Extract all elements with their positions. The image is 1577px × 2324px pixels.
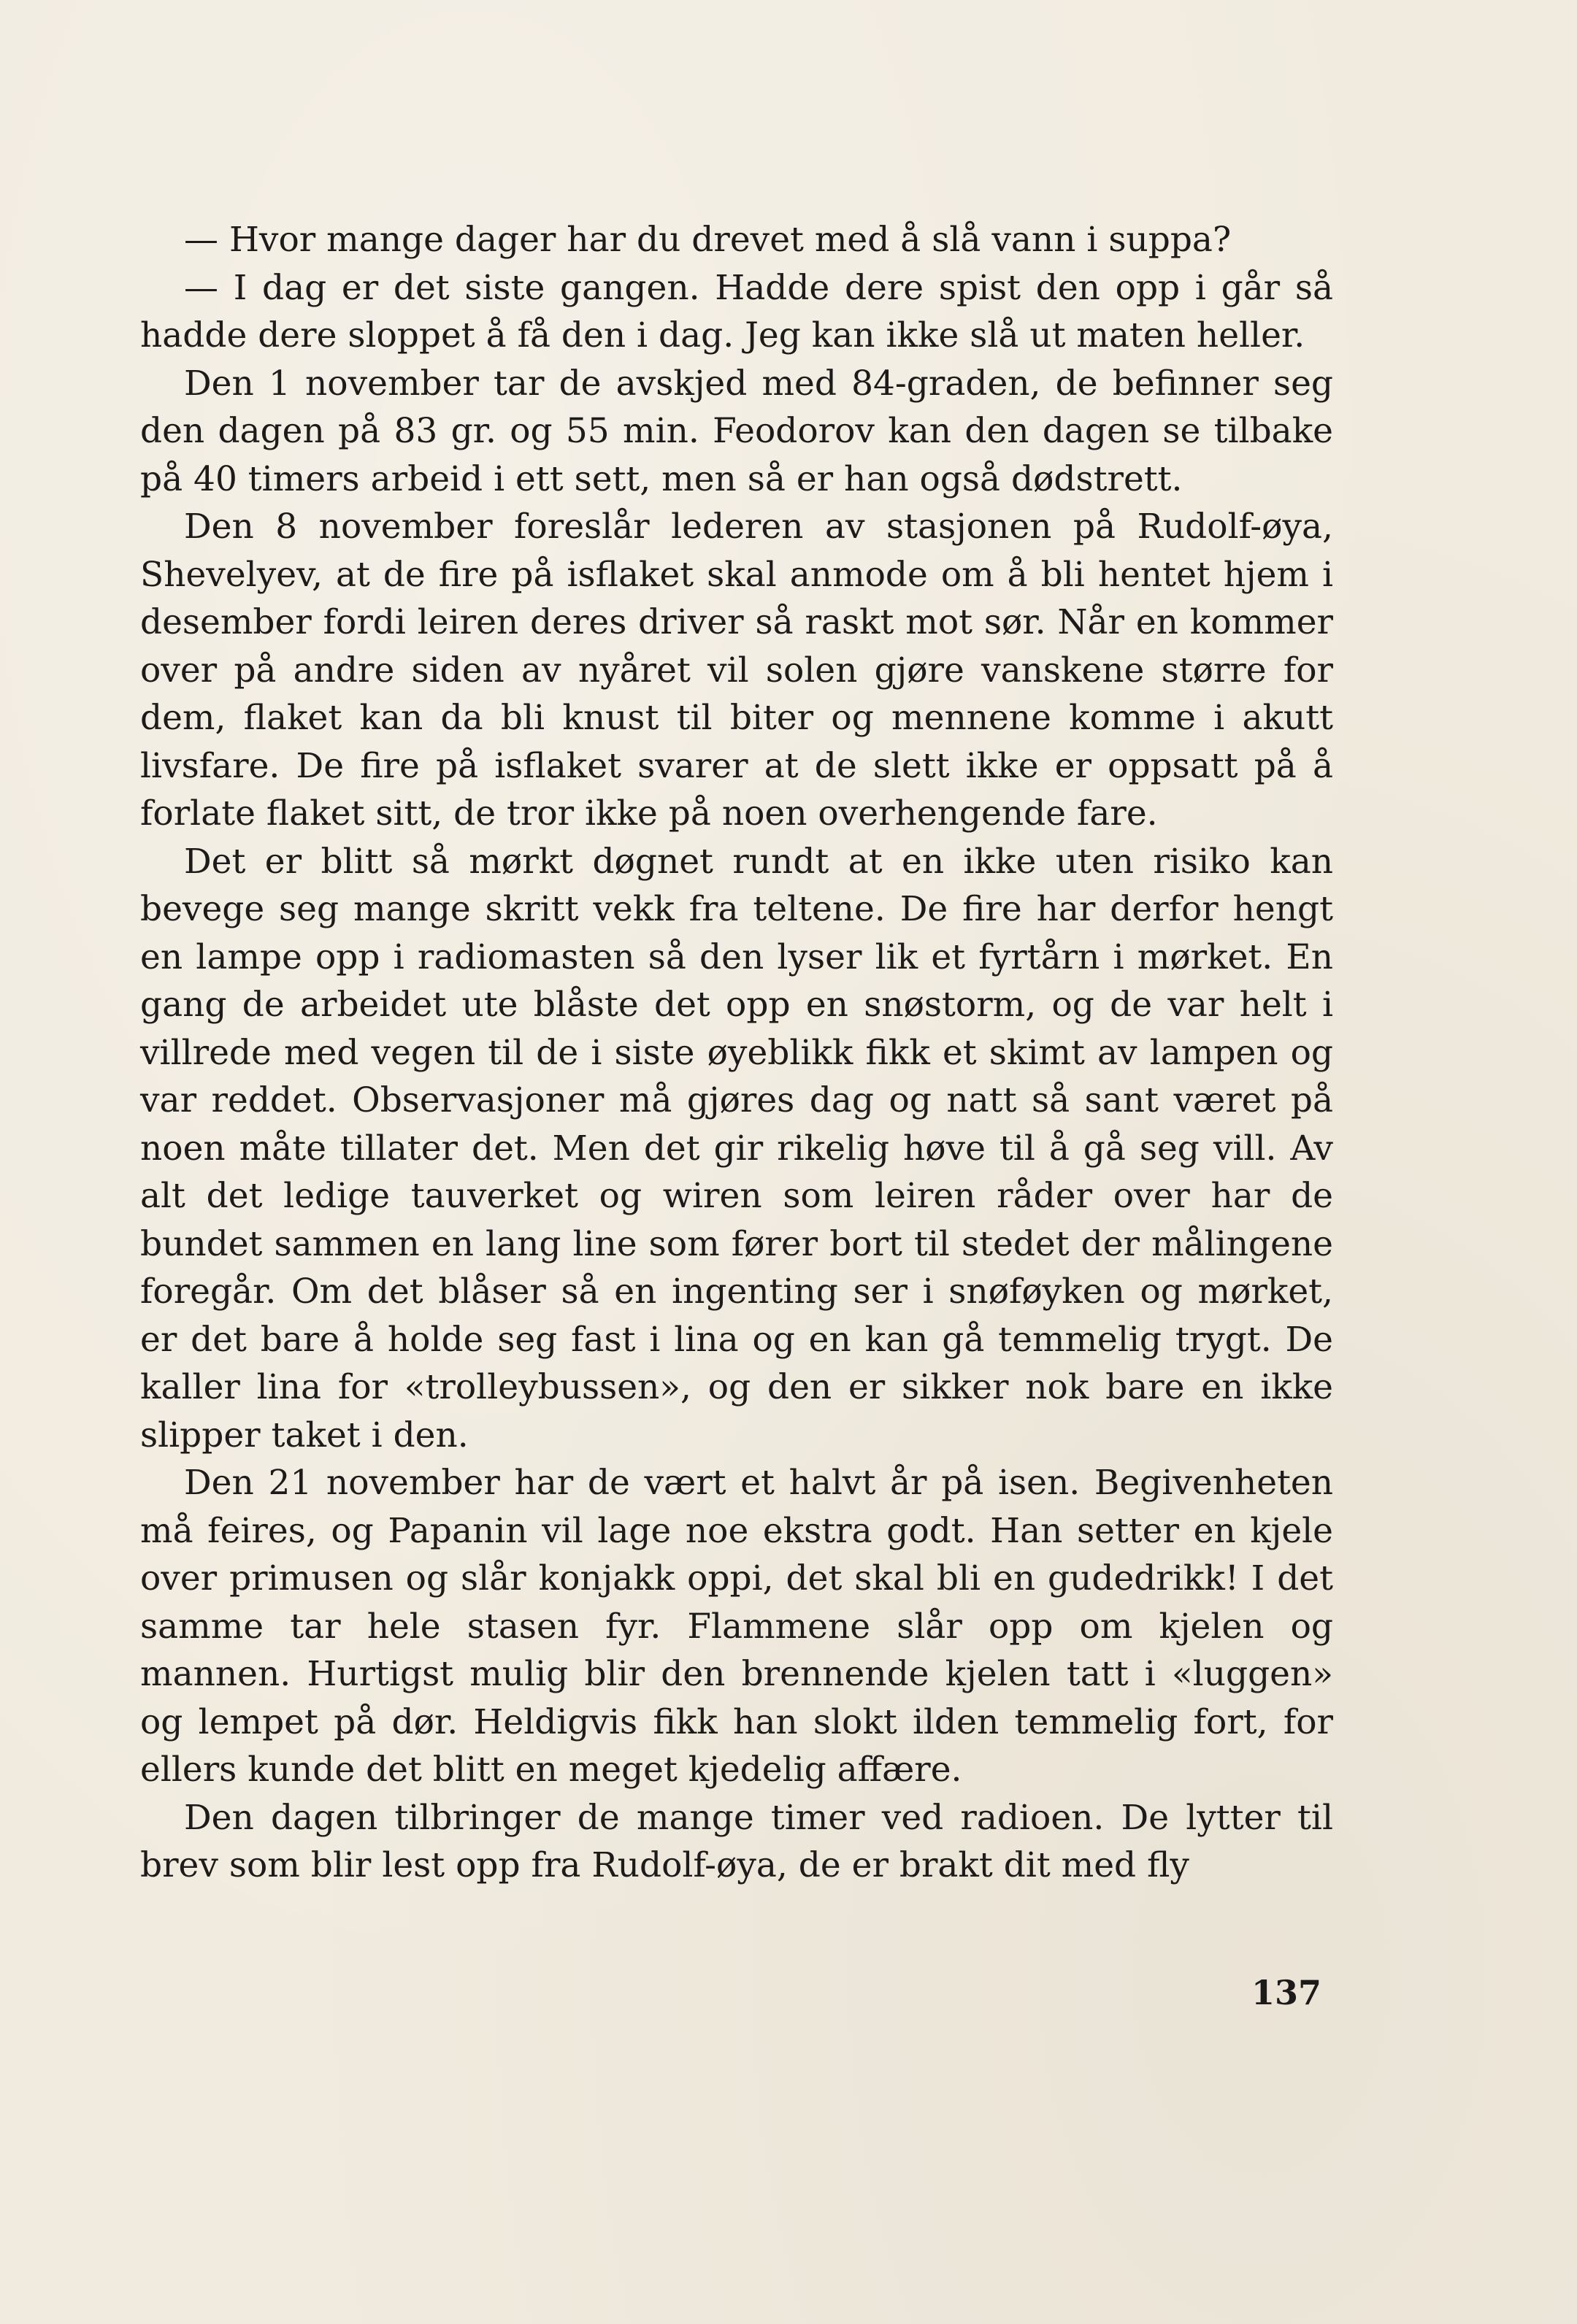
paragraph-radio: Den dagen tilbringer de mange timer ved radioen. De lytter til brev som blir lest opp fra Rudolf-øya, de er brakt dit med fly bbox=[140, 1797, 1333, 1885]
paragraph-dialogue-answer: — I dag er det siste gangen. Hadde dere spist den opp i går så hadde dere sloppet å få den i dag. Jeg kan ikke slå ut maten heller. bbox=[140, 267, 1333, 355]
paragraph-dialogue-question: — Hvor mange dager har du drevet med å slå vann i suppa? bbox=[184, 220, 1232, 260]
paragraph-21-november: Den 21 november har de vært et halvt år på isen. Begivenheten må feires, og Papanin vil lage noe ekstra godt. Han setter en kjele over primusen og slår konjakk oppi, det skal bli en gudedrikk! I det samme tar hele stasen fyr. Flammene slår opp om kjelen og mannen. Hurtigst mulig blir den brennende kjelen tatt i «luggen» og lempet på dør. Heldigvis fikk han slokt ilden temmelig fort, for ellers kunde det blitt en meget kjedelig affære. bbox=[140, 1463, 1333, 1790]
paragraph-darkness: Det er blitt så mørkt døgnet rundt at en ikke uten risiko kan bevege seg mange skritt vekk fra teltene. De fire har derfor hengt en lampe opp i radiomasten så den lyser lik et fyrtårn i mørket. En gang de arbeidet ute blåste det opp en snøstorm, og de var helt i villrede med vegen til de i siste øyeblikk fikk et skimt av lampen og var reddet. Observasjoner må gjøres dag og natt så sant været på noen måte tillater det. Men det gir rikelig høve til å gå seg vill. Av alt det ledige tauverket og wiren som leiren råder over har de bundet sammen en lang line som fører bort til stedet der målingene foregår. Om det blåser så en ingenting ser i snøføyken og mørket, er det bare å holde seg fast i lina og en kan gå temmelig trygt. De kaller lina for «trolleybussen», og den er sikker nok bare en ikke slipper taket i den. bbox=[140, 841, 1333, 1455]
paragraph-8-november: Den 8 november foreslår lederen av stasjonen på Rudolf-øya, Shevelyev, at de fire på isflaket skal anmode om å bli hentet hjem i desember fordi leiren deres driver så raskt mot sør. Når en kommer over på andre siden av nyåret vil solen gjøre vanskene større for dem, flaket kan da bli knust til biter og mennene komme i akutt livsfare. De fire på isflaket svarer at de slett ikke er oppsatt på å forlate flaket sitt, de tror ikke på noen overhengende fare. bbox=[140, 507, 1333, 834]
body-text bbox=[140, 216, 1333, 1890]
paragraph-1-november: Den 1 november tar de avskjed med 84-graden, de befinner seg den dagen på 83 gr. og 55 min. Feodorov kan den dagen se tilbake på 40 timers arbeid i ett sett, men så er han også dødstrett. bbox=[140, 363, 1333, 499]
page-number: 137 bbox=[1251, 1973, 1321, 2012]
